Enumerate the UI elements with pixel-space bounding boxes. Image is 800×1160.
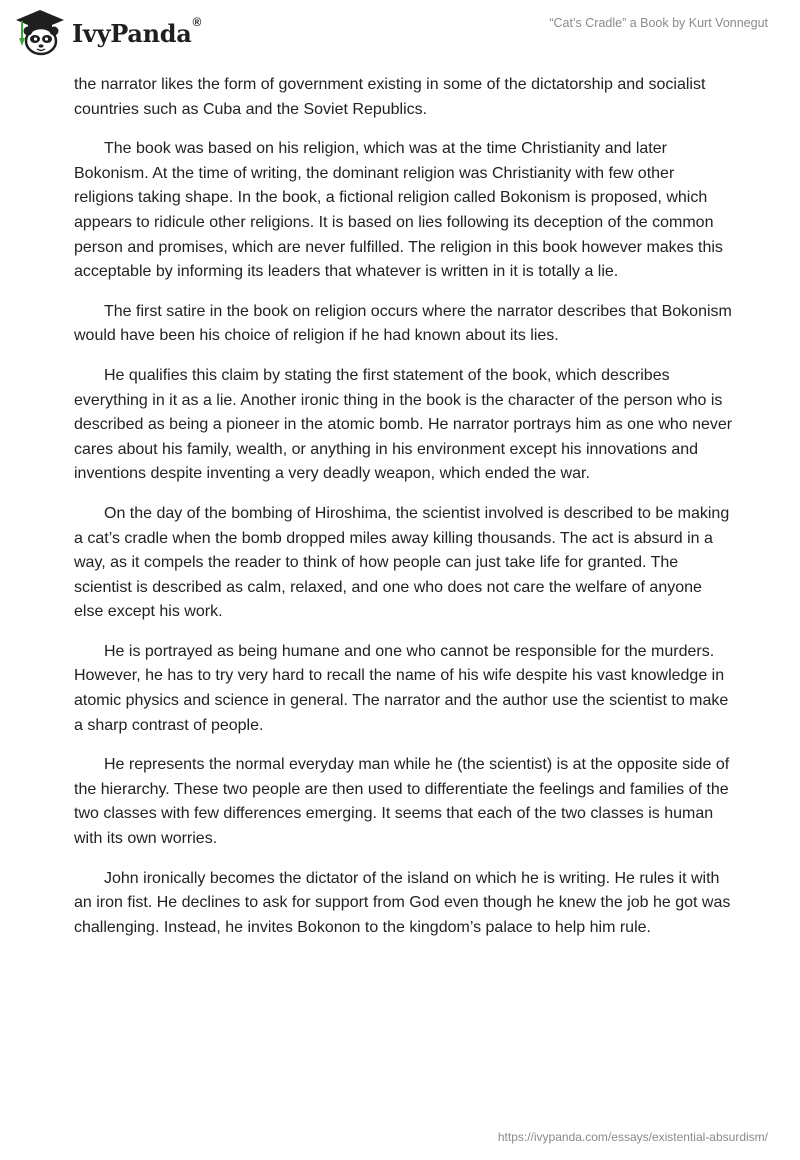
source-url-link[interactable]: https://ivypanda.com/essays/existential-absurdism/ (497, 1130, 768, 1144)
brand-name (72, 14, 201, 48)
page-header (0, 0, 800, 70)
paragraph-2: The book was based on his religion, which was at the time Christianity and later Bokonism. At the time of writing, the dominant religion was Christianity with few other religions taking shape. In the book, a fictional religion called Bokonism is proposed, which appears to ridicule other religions. It is based on lies following its deception of the common person and promises, which are never fulfilled. The religion in this book however makes this acceptable by informing its leaders that whatever is written in it is totally a lie. (74, 140, 723, 281)
paragraph-5: On the day of the bombing of Hiroshima, the scientist involved is described to be making a cat’s cradle when the bomb dropped miles away killing thousands. The act is absurd in a way, as it compels the reader to think of how people can just take life for granted. The scientist is described as calm, relaxed, and one who does not care the welfare of anyone else except his work. (74, 504, 730, 621)
paragraph-4: He qualifies this claim by stating the first statement of the book, which describes everything in it as a lie. Another ironic thing in the book is the character of the person who is described as being a pioneer in the atomic bomb. He narrator portrays him as one who never cares about his family, wealth, or anything in his environment except his innovations and inventions despite inventing a very deadly weapon, which ended the war. (74, 366, 733, 483)
brand-name-text: IvyPanda (72, 18, 192, 48)
document-title: “Cat’s Cradle” a Book by Kurt Vonnegut (549, 16, 768, 30)
paragraph-1: the narrator likes the form of government existing in some of the dictatorship and socialist countries such as Cuba and the Soviet Republics. (74, 76, 706, 118)
ivypanda-logo[interactable] (14, 8, 201, 58)
paragraph-6: He is portrayed as being humane and one who cannot be responsible for the murders. However, he has to try very hard to recall the name of his wife despite his vast knowledge in atomic physics and science in general. The narrator and the author use the scientist to make a sharp contrast of people. (74, 642, 729, 734)
paragraph-7: He represents the normal everyday man while he (the scientist) is at the opposite side of the hierarchy. These two people are then used to differentiate the feelings and families of the two classes with few differences emerging. It seems that each of the two classes is human with its own worries. (74, 756, 730, 848)
paragraph-3: The first satire in the book on religion occurs where the narrator describes that Bokonism would have been his choice of religion if he had known about its lies. (74, 302, 732, 345)
registered-mark: ® (192, 14, 201, 29)
paragraph-8: John ironically becomes the dictator of the island on which he is writing. He rules it with an iron fist. He declines to ask for support from God even though he knew the job he got was challenging. Instead, he invites Bokonon to the kingdom’s palace to help him rule. (74, 869, 731, 936)
article-body (74, 73, 734, 955)
panda-graduation-cap-icon (14, 8, 66, 58)
